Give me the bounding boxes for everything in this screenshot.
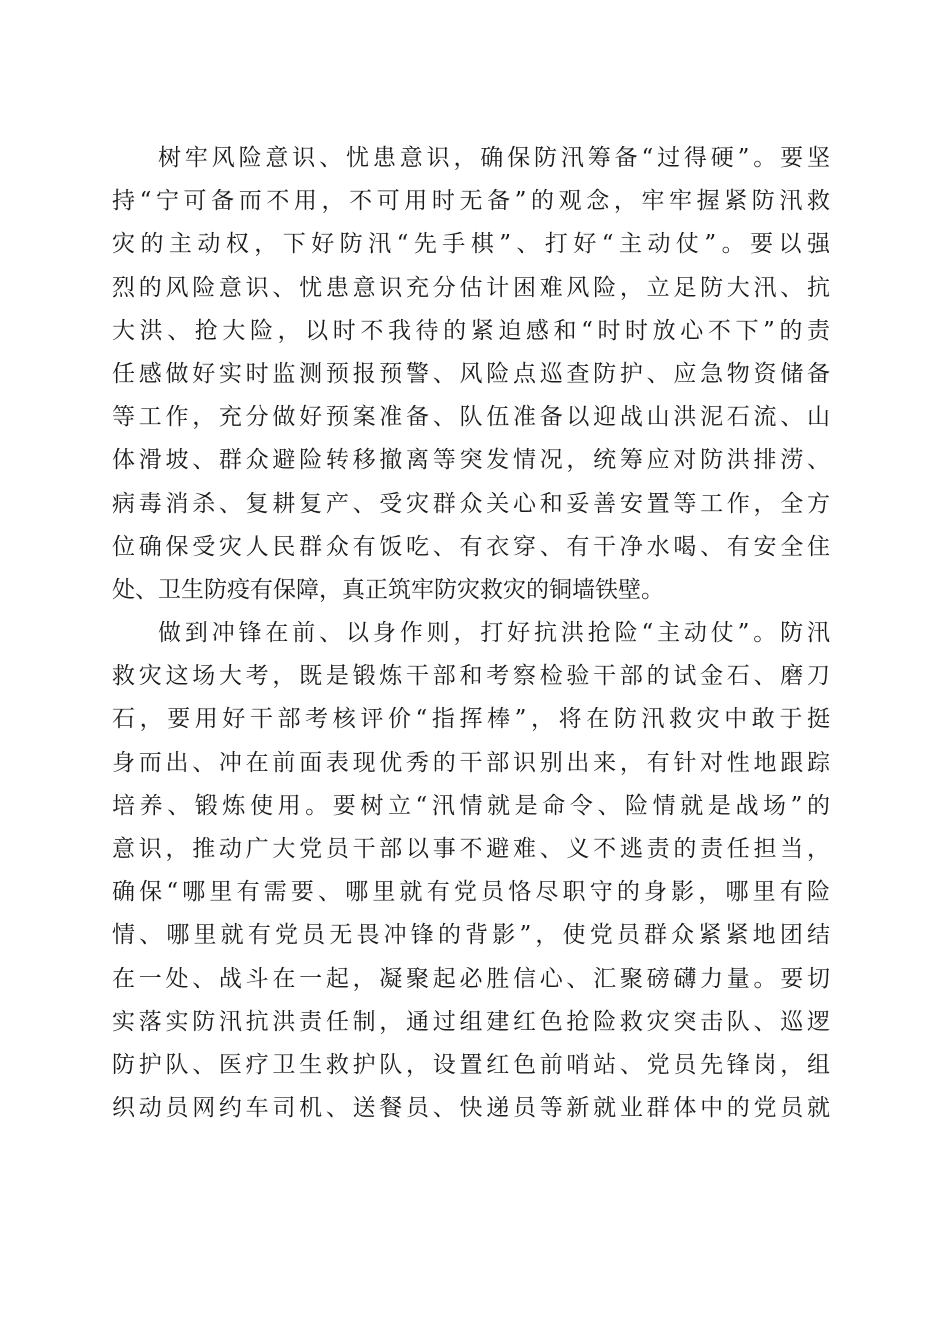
paragraph-2-line-11: 防护队、医疗卫生救护队，设置红色前哨站、党员先锋岗，组 (112, 1051, 830, 1078)
paragraph-1-line-6: 任感做好实时监测预报预警、风险点巡查防护、应急物资储备 (112, 360, 830, 387)
paragraph-2-line-12: 织动员网约车司机、送餐员、快递员等新就业群体中的党员就 (112, 1095, 830, 1122)
paragraph-1-line-7: 等工作，充分做好预案准备、队伍准备以迎战山洪泥石流、山 (112, 404, 830, 431)
paragraph-2-line-2: 救灾这场大考，既是锻炼干部和考察检验干部的试金石、磨刀 (112, 663, 830, 690)
paragraph-1-line-4: 烈的风险意识、忧患意识充分估计困难风险，立足防大汛、抗 (112, 274, 830, 301)
paragraph-2-line-8: 情、哪里就有党员无畏冲锋的背影”，使党员群众紧紧地团结 (112, 922, 830, 949)
paragraph-2-line-6: 意识，推动广大党员干部以事不避难、义不逃责的责任担当， (112, 836, 830, 862)
paragraph-1-line-5: 大洪、抢大险，以时不我待的紧迫感和“时时放心不下”的责 (112, 317, 830, 344)
paragraph-1-line-10: 位确保受灾人民群众有饭吃、有衣穿、有干净水喝、有安全住 (112, 533, 830, 560)
paragraph-1-line-9: 病毒消杀、复耕复产、受灾群众关心和妥善安置等工作，全方 (112, 490, 830, 517)
paragraph-2-line-3: 石，要用好干部考核评价“指挥棒”，将在防汛救灾中敢于挺 (112, 706, 830, 733)
paragraph-2-line-9: 在一处、战斗在一起，凝聚起必胜信心、汇聚磅礴力量。要切 (112, 965, 830, 992)
paragraph-2-line-7: 确保“哪里有需要、哪里就有党员恪尽职守的身影，哪里有险 (112, 879, 830, 906)
paragraph-2-line-1: 做到冲锋在前、以身作则，打好抗洪抢险“主动仗”。防汛 (158, 620, 830, 647)
document-body (112, 137, 830, 1130)
paragraph-1-line-2: 持“宁可备而不用，不可用时无备”的观念，牢牢握紧防汛救 (112, 188, 830, 215)
paragraph-1-line-8: 体滑坡、群众避险转移撤离等突发情况，统筹应对防洪排涝、 (112, 447, 830, 474)
paragraph-1-line-11: 处、卫生防疫有保障，真正筑牢防灾救灾的铜墙铁壁。 (112, 576, 664, 603)
paragraph-2-line-4: 身而出、冲在前面表现优秀的干部识别出来，有针对性地跟踪 (112, 749, 830, 776)
paragraph-1-line-3: 灾的主动权，下好防汛“先手棋”、打好“主动仗”。要以强 (112, 231, 830, 258)
paragraph-2-line-5: 培养、锻炼使用。要树立“汛情就是命令、险情就是战场”的 (112, 792, 830, 819)
paragraph-1-line-1: 树牢风险意识、忧患意识，确保防汛筹备“过得硬”。要坚 (158, 145, 830, 171)
paragraph-2-line-10: 实落实防汛抗洪责任制，通过组建红色抢险救灾突击队、巡逻 (112, 1008, 830, 1035)
